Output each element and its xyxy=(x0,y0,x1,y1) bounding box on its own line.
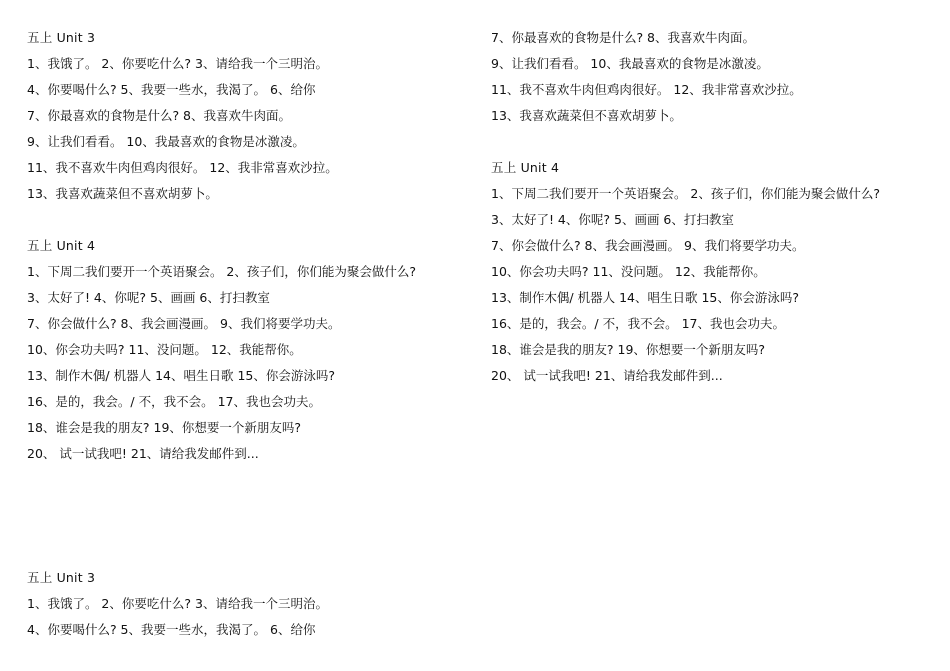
sentence-line: 18、谁会是我的朋友? 19、你想要一个新朋友吗? xyxy=(27,420,302,435)
sentence-line: 9、让我们看看。 10、我最喜欢的食物是冰激凌。 xyxy=(27,134,305,149)
sentence-line: 13、我喜欢蔬菜但不喜欢胡萝卜。 xyxy=(27,186,218,201)
sentence-line: 1、下周二我们要开一个英语聚会。 2、孩子们，你们能为聚会做什么? xyxy=(491,186,881,201)
sentence-line: 13、我喜欢蔬菜但不喜欢胡萝卜。 xyxy=(491,108,682,123)
sentence-line: 1、我饿了。 2、你要吃什么? 3、请给我一个三明治。 xyxy=(27,596,328,611)
sentence-line: 7、你最喜欢的食物是什么? 8、我喜欢牛肉面。 xyxy=(27,108,292,123)
sentence-line: 9、让我们看看。 10、我最喜欢的食物是冰激凌。 xyxy=(491,56,769,71)
sentence-line: 3、太好了! 4、你呢? 5、画画 6、打扫教室 xyxy=(27,290,270,305)
left-column xyxy=(27,30,467,472)
sentence-line: 4、你要喝什么? 5、我要一些水，我渴了。 6、给你 xyxy=(27,622,316,637)
sentence-line: 1、下周二我们要开一个英语聚会。 2、孩子们，你们能为聚会做什么? xyxy=(27,264,417,279)
spacer xyxy=(491,134,946,160)
sentence-line: 10、你会功夫吗? 11、没问题。 12、我能帮你。 xyxy=(491,264,766,279)
sentence-line: 4、你要喝什么? 5、我要一些水，我渴了。 6、给你 xyxy=(27,82,316,97)
sentence-line: 3、太好了! 4、你呢? 5、画画 6、打扫教室 xyxy=(491,212,734,227)
sentence-line: 13、制作木偶/ 机器人 14、唱生日歌 15、你会游泳吗? xyxy=(491,290,799,305)
sentence-line: 10、你会功夫吗? 11、没问题。 12、我能帮你。 xyxy=(27,342,302,357)
sentence-line: 20、 试一试我吧! 21、请给我发邮件到... xyxy=(27,446,259,461)
sentence-line: 1、我饿了。 2、你要吃什么? 3、请给我一个三明治。 xyxy=(27,56,328,71)
sentence-line: 7、你会做什么? 8、我会画漫画。 9、我们将要学功夫。 xyxy=(491,238,805,253)
sentence-line: 11、我不喜欢牛肉但鸡肉很好。 12、我非常喜欢沙拉。 xyxy=(27,160,338,175)
spacer xyxy=(27,212,467,238)
right-column xyxy=(491,30,946,394)
sentence-line: 11、我不喜欢牛肉但鸡肉很好。 12、我非常喜欢沙拉。 xyxy=(491,82,802,97)
sentence-line: 20、 试一试我吧! 21、请给我发邮件到... xyxy=(491,368,723,383)
unit3-title: 五上 Unit 3 xyxy=(27,30,96,45)
unit4-title: 五上 Unit 4 xyxy=(27,238,96,253)
sentence-line: 18、谁会是我的朋友? 19、你想要一个新朋友吗? xyxy=(491,342,766,357)
unit4-title: 五上 Unit 4 xyxy=(491,160,560,175)
bottom-column xyxy=(27,570,467,648)
sentence-line: 13、制作木偶/ 机器人 14、唱生日歌 15、你会游泳吗? xyxy=(27,368,335,383)
sentence-line: 16、是的，我会。/ 不，我不会。 17、我也会功夫。 xyxy=(491,316,785,331)
sentence-line: 7、你最喜欢的食物是什么? 8、我喜欢牛肉面。 xyxy=(491,30,756,45)
sentence-line: 7、你会做什么? 8、我会画漫画。 9、我们将要学功夫。 xyxy=(27,316,341,331)
sentence-line: 16、是的，我会。/ 不，我不会。 17、我也会功夫。 xyxy=(27,394,321,409)
unit3-title: 五上 Unit 3 xyxy=(27,570,96,585)
